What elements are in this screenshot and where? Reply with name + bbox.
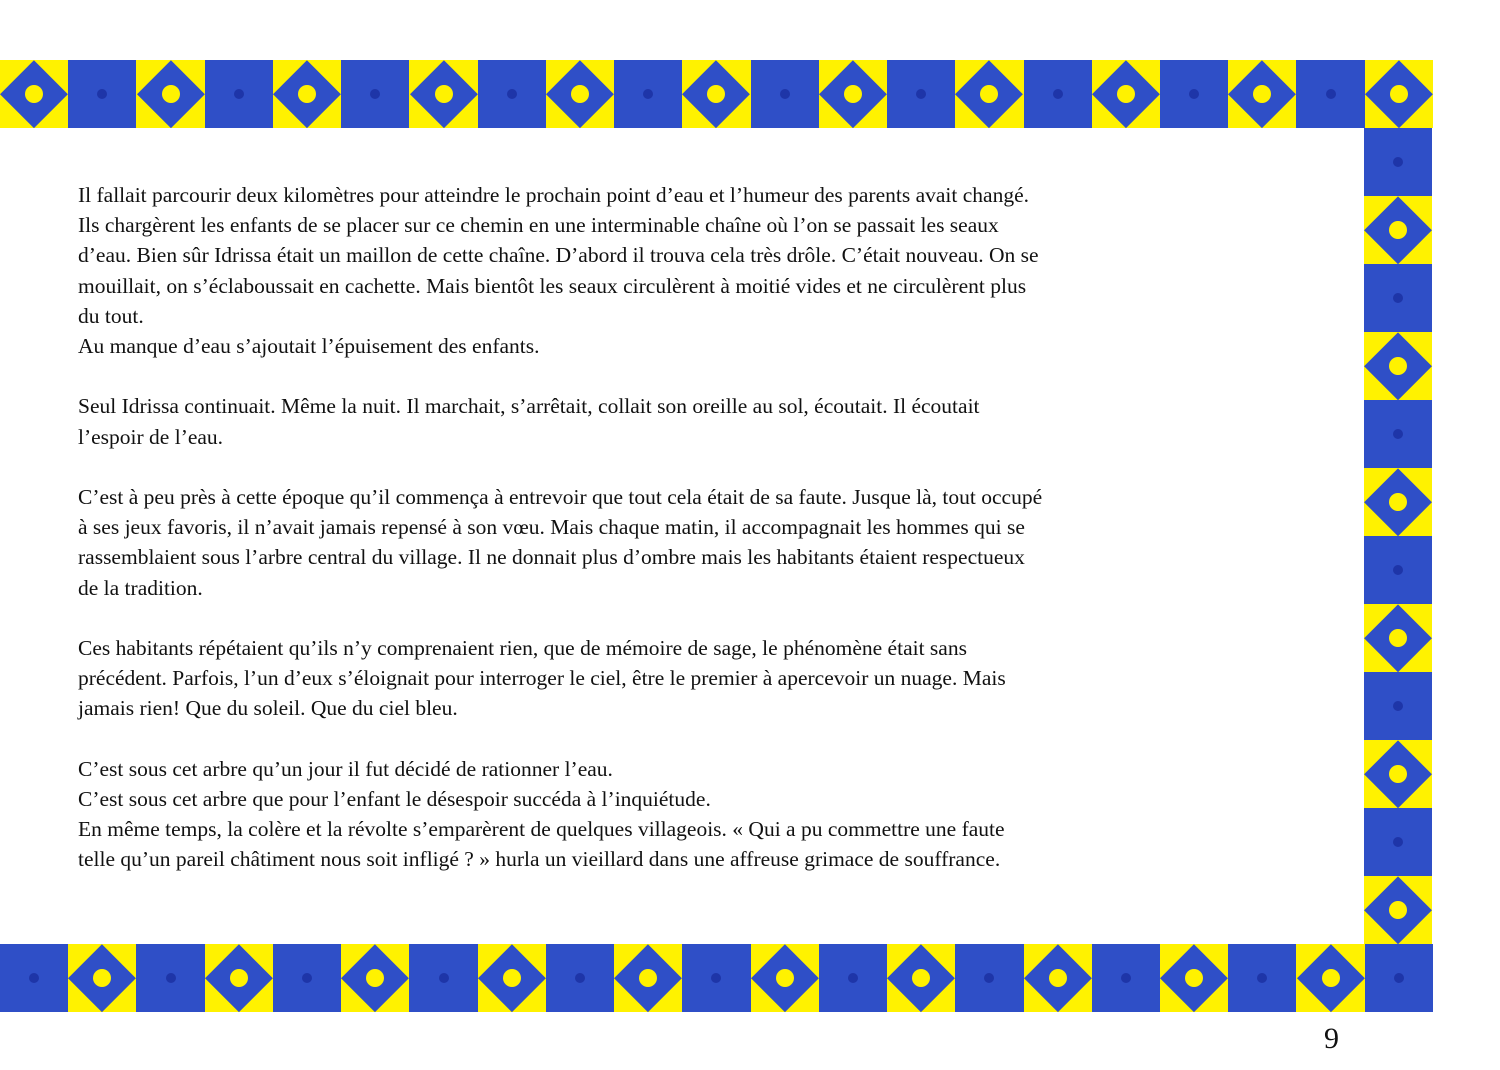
dot-icon	[643, 89, 653, 99]
square-tile	[1024, 60, 1092, 128]
dot-icon	[1389, 357, 1407, 375]
dot-icon	[1257, 973, 1267, 983]
dot-icon	[234, 89, 244, 99]
square-tile	[136, 944, 204, 1012]
square-tile	[1364, 536, 1432, 604]
dot-icon	[776, 969, 794, 987]
square-tile	[887, 60, 955, 128]
text-line: d’eau. Bien sûr Idrissa était un maillon de cette chaîne. D’abord il trouva cela très drôle. C’était nouveau. On se	[78, 243, 1039, 268]
dot-icon	[162, 85, 180, 103]
text-line: Au manque d’eau s’ajoutait l’épuisement des enfants.	[78, 334, 540, 359]
square-tile	[1365, 944, 1433, 1012]
dot-icon	[1185, 969, 1203, 987]
square-tile	[0, 944, 68, 1012]
square-tile	[751, 60, 819, 128]
dot-icon	[503, 969, 521, 987]
square-tile	[1228, 944, 1296, 1012]
paragraph	[78, 754, 1288, 875]
right-decorative-border	[1364, 128, 1432, 944]
diamond-tile	[751, 944, 819, 1012]
diamond-tile	[273, 60, 341, 128]
diamond-tile	[409, 60, 477, 128]
dot-icon	[1393, 565, 1403, 575]
dot-icon	[302, 973, 312, 983]
diamond-tile	[1296, 944, 1364, 1012]
dot-icon	[1393, 837, 1403, 847]
dot-icon	[1121, 973, 1131, 983]
square-tile	[614, 60, 682, 128]
square-tile	[819, 944, 887, 1012]
dot-icon	[1393, 157, 1403, 167]
dot-icon	[916, 89, 926, 99]
square-tile	[341, 60, 409, 128]
diamond-tile	[1160, 944, 1228, 1012]
text-line: rassemblaient sous l’arbre central du village. Il ne donnait plus d’ombre mais les habitants étaient respectueux	[78, 545, 1025, 570]
diamond-tile	[819, 60, 887, 128]
square-tile	[1364, 128, 1432, 196]
diamond-tile	[682, 60, 750, 128]
square-tile	[1364, 264, 1432, 332]
dot-icon	[571, 85, 589, 103]
dot-icon	[25, 85, 43, 103]
diamond-tile	[478, 944, 546, 1012]
square-tile	[546, 944, 614, 1012]
diamond-tile	[1364, 740, 1432, 808]
text-line: C’est sous cet arbre que pour l’enfant le désespoir succéda à l’inquiétude.	[78, 787, 711, 811]
square-tile	[478, 60, 546, 128]
dot-icon	[1393, 293, 1403, 303]
square-tile	[1364, 808, 1432, 876]
diamond-tile	[205, 944, 273, 1012]
diamond-tile	[68, 944, 136, 1012]
dot-icon	[435, 85, 453, 103]
diamond-tile	[136, 60, 204, 128]
diamond-tile	[1364, 876, 1432, 944]
text-line: C’est à peu près à cette époque qu’il commença à entrevoir que tout cela était de sa faute. Jusque là, tout occupé	[78, 485, 1043, 509]
diamond-tile	[955, 60, 1023, 128]
dot-icon	[1389, 629, 1407, 647]
text-line: Ces habitants répétaient qu’ils n’y comprenaient rien, que de mémoire de sage, le phénomène était sans	[78, 636, 967, 660]
paragraph	[78, 391, 1288, 451]
diamond-tile	[1364, 604, 1432, 672]
square-tile	[1160, 60, 1228, 128]
text-line: précédent. Parfois, l’un d’eux s’éloignait pour interroger le ciel, être le premier à apercevoir un nuage. Mais	[78, 666, 1006, 691]
diamond-tile	[546, 60, 614, 128]
bottom-decorative-border	[0, 944, 1433, 1012]
diamond-tile	[1228, 60, 1296, 128]
dot-icon	[1049, 969, 1067, 987]
dot-icon	[166, 973, 176, 983]
diamond-tile	[341, 944, 409, 1012]
diamond-tile	[1092, 60, 1160, 128]
text-line: jamais rien! Que du soleil. Que du ciel bleu.	[78, 696, 458, 721]
dot-icon	[1393, 701, 1403, 711]
square-tile	[1364, 400, 1432, 468]
paragraph	[78, 633, 1288, 724]
dot-icon	[1389, 901, 1407, 919]
dot-icon	[984, 973, 994, 983]
dot-icon	[29, 973, 39, 983]
dot-icon	[1053, 89, 1063, 99]
square-tile	[68, 60, 136, 128]
dot-icon	[575, 973, 585, 983]
dot-icon	[848, 973, 858, 983]
dot-icon	[1389, 765, 1407, 783]
text-line: de la tradition.	[78, 575, 203, 600]
dot-icon	[230, 969, 248, 987]
text-line: l’espoir de l’eau.	[78, 424, 224, 449]
paragraph	[78, 482, 1288, 603]
dot-icon	[439, 973, 449, 983]
text-line: C’est sous cet arbre qu’un jour il fut décidé de rationner l’eau.	[78, 756, 613, 781]
square-tile	[1092, 944, 1160, 1012]
square-tile	[205, 60, 273, 128]
diamond-tile	[1024, 944, 1092, 1012]
text-line: telle qu’un pareil châtiment nous soit infligé ? » hurla un vieillard dans une affreuse grimace de souffrance.	[78, 847, 1001, 872]
dot-icon	[1389, 493, 1407, 511]
square-tile	[1296, 60, 1364, 128]
diamond-tile	[0, 60, 68, 128]
diamond-tile	[1364, 196, 1432, 264]
dot-icon	[97, 89, 107, 99]
dot-icon	[507, 89, 517, 99]
dot-icon	[1189, 89, 1199, 99]
square-tile	[955, 944, 1023, 1012]
dot-icon	[1117, 85, 1135, 103]
text-line: En même temps, la colère et la révolte s’emparèrent de quelques villageois. « Qui a pu commettre une faute	[78, 817, 1005, 842]
square-tile	[1364, 672, 1432, 740]
text-line: Il fallait parcourir deux kilomètres pour atteindre le prochain point d’eau et l’humeur des parents avait changé.	[78, 183, 1030, 207]
page-number: 9	[1324, 1022, 1339, 1055]
dot-icon	[370, 89, 380, 99]
dot-icon	[711, 973, 721, 983]
text-line: Seul Idrissa continuait. Même la nuit. Il marchait, s’arrêtait, collait son oreille au sol, écoutait. Il écoutait	[78, 394, 980, 419]
text-line: mouillait, on s’éclaboussait en cachette. Mais bientôt les seaux circulèrent à moitié vides et ne circulèrent plus	[78, 273, 1027, 298]
text-line: Ils chargèrent les enfants de se placer sur ce chemin en une interminable chaîne où l’on se passait les seaux	[78, 213, 999, 238]
square-tile	[409, 944, 477, 1012]
dot-icon	[1326, 89, 1336, 99]
dot-icon	[844, 85, 862, 103]
top-decorative-border	[0, 60, 1433, 128]
square-tile	[273, 944, 341, 1012]
diamond-tile	[1364, 332, 1432, 400]
story-text	[78, 180, 1288, 875]
dot-icon	[780, 89, 790, 99]
dot-icon	[1393, 429, 1403, 439]
square-tile	[682, 944, 750, 1012]
dot-icon	[1322, 969, 1340, 987]
diamond-tile	[887, 944, 955, 1012]
dot-icon	[298, 85, 316, 103]
text-line: du tout.	[78, 303, 144, 328]
paragraph	[78, 180, 1288, 361]
dot-icon	[1389, 221, 1407, 239]
dot-icon	[1394, 973, 1404, 983]
text-line: à ses jeux favoris, il n’avait jamais repensé à son vœu. Mais chaque matin, il accompagnait les hommes qui se	[78, 515, 1025, 540]
diamond-tile	[614, 944, 682, 1012]
diamond-tile	[1364, 468, 1432, 536]
dot-icon	[1390, 85, 1408, 103]
diamond-tile	[1365, 60, 1433, 128]
